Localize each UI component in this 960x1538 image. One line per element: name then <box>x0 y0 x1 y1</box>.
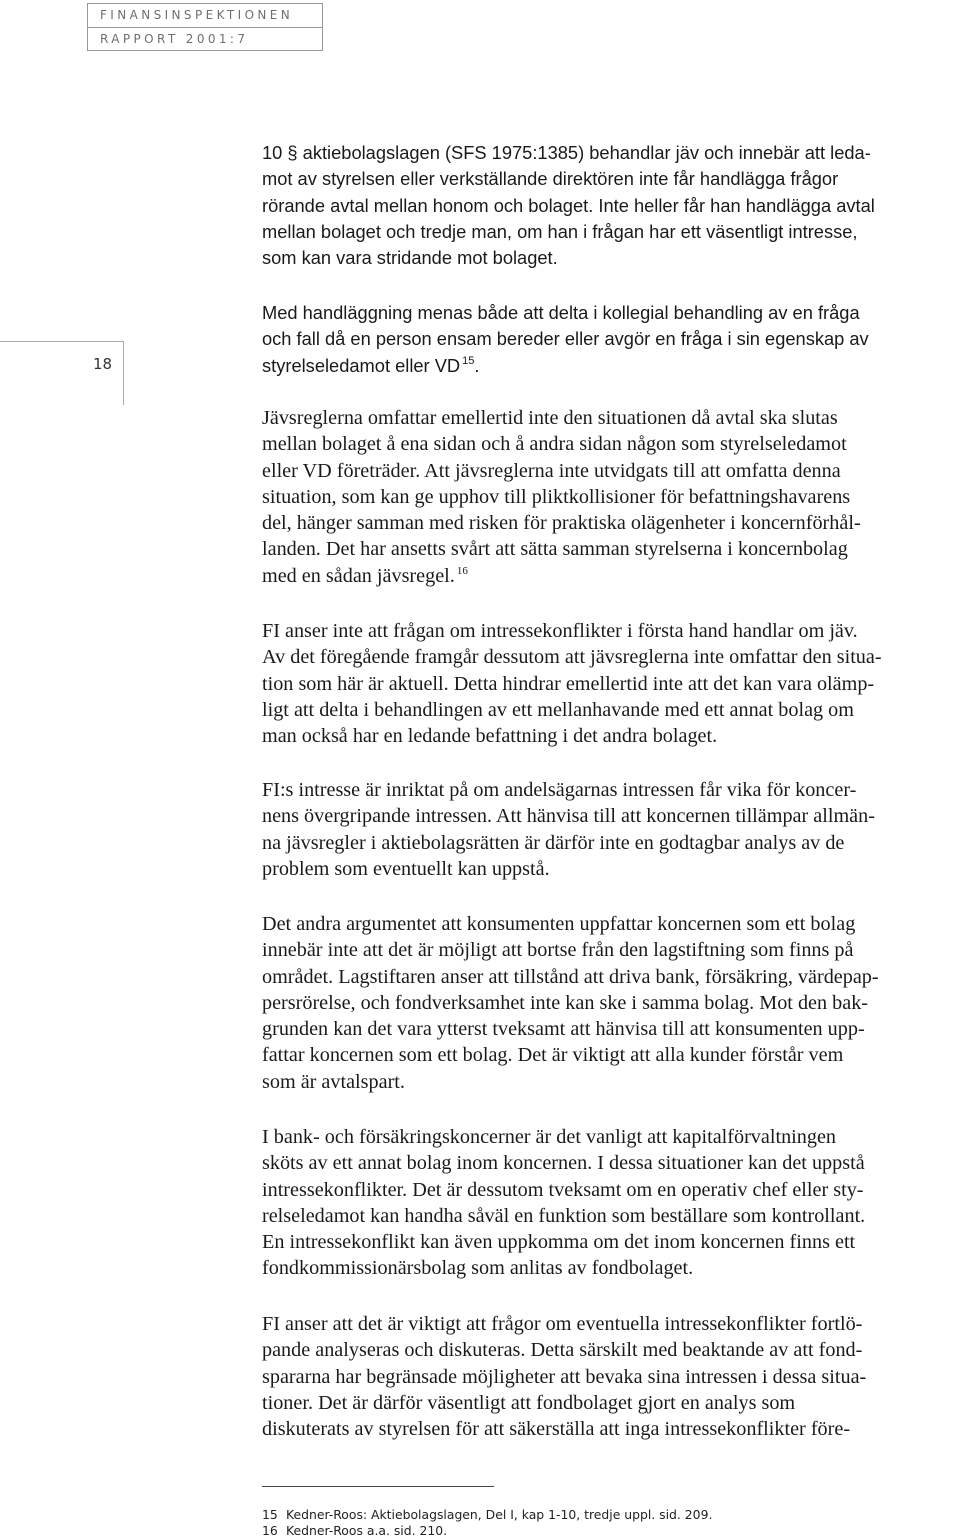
text-line: eller VD företräder. Att jävsreglerna inte utvidgats till att omfatta denna <box>262 459 841 482</box>
text-line: grunden kan det vara ytterst tveksamt att hänvisa till att konsumenten upp- <box>262 1018 865 1041</box>
text-line: som är avtalspart. <box>262 1070 405 1093</box>
text-line: situation, som kan ge upphov till pliktkollisioner för befattningshavarens <box>262 485 851 508</box>
margin-vertical-rule <box>123 341 124 405</box>
text-line: nens övergripande intressen. Att hänvisa till att koncernen tillämpar allmän- <box>262 805 875 828</box>
text-line: En intressekonflikt kan även uppkomma om det inom koncernen finns ett <box>262 1231 856 1254</box>
text-line: relseledamot kan handha såväl en funktion som beställare som kontrollant. <box>262 1204 866 1227</box>
text-line: mellan bolaget å ena sidan och å andra sidan någon som styrelseledamot <box>262 433 847 456</box>
text-line: med en sådan jävsregel. <box>262 564 455 587</box>
text-line: fattar koncernen som ett bolag. Det är viktigt att alla kunder förstår vem <box>262 1044 844 1067</box>
text-line: FI anser att det är viktigt att frågor om eventuella intressekonflikter fortlö- <box>262 1313 863 1335</box>
footnote-number: 15 <box>262 1507 278 1522</box>
text-line: området. Lagstiftaren anser att tillstånd att driva bank, försäkring, värdepap- <box>262 965 879 988</box>
text-line: Med handläggning menas både att delta i kollegial behandling av en fråga <box>262 302 860 323</box>
footnote-16 <box>262 1523 447 1538</box>
text-line: FI anser inte att frågan om intressekonflikter i första hand handlar om jäv. <box>262 620 858 642</box>
text-line: som kan vara stridande mot bolaget. <box>262 247 558 269</box>
header-report-number: RAPPORT 2001:7 <box>100 32 249 46</box>
text-line: styrelseledamot eller VD <box>262 354 461 376</box>
header-publisher: FINANSINSPEKTIONEN <box>100 8 294 22</box>
text-line: landen. Det har ansetts svårt att sätta samman styrelserna i koncernbolag <box>262 538 848 561</box>
paragraph-3 <box>262 405 952 589</box>
margin-rule <box>0 341 123 342</box>
header-divider <box>88 27 322 28</box>
text-line: innebär inte att det är möjligt att bortse från den lagstiftning som finns på <box>262 939 854 962</box>
page-number: 18 <box>93 355 113 373</box>
text-line: Av det föregående framgår dessutom att jävsreglerna inte omfattar den situa- <box>262 646 882 669</box>
text-line: I bank- och försäkringskoncerner är det vanligt att kapitalförvaltningen <box>262 1126 837 1148</box>
text-line: spararna har begränsade möjligheter att bevaka sina intressen i dessa situa- <box>262 1365 867 1388</box>
footnote-ref-15[interactable]: 15 <box>462 354 475 367</box>
text-line: FI:s intresse är inriktat på om andelsägarnas intressen får vika för koncer- <box>262 779 857 801</box>
text-line: rörande avtal mellan honom och bolaget. Inte heller får han handlägga avtal <box>262 194 875 216</box>
footnote-ref-16[interactable]: 16 <box>456 564 468 577</box>
footnote-text: Kedner-Roos a.a. sid. 210. <box>286 1523 448 1538</box>
paragraph-7 <box>262 1124 952 1282</box>
footnote-number: 16 <box>262 1523 278 1538</box>
footnote-text: Kedner-Roos: Aktiebolagslagen, Del I, kap 1-10, tredje uppl. sid. 209. <box>286 1507 713 1522</box>
running-header <box>87 3 323 51</box>
text-line: sköts av ett annat bolag inom koncernen. I dessa situationer kan det uppstå <box>262 1152 865 1175</box>
line-tail: . <box>474 354 480 376</box>
paragraph-8 <box>262 1311 952 1442</box>
text-line: tioner. Det är därför väsentligt att fondbolaget gjort en analys som <box>262 1391 796 1414</box>
text-line: del, hänger samman med risken för praktiska olägenheter i koncernförhål- <box>262 512 861 535</box>
text-line-with-footnote <box>262 563 952 589</box>
text-line: mellan bolaget och tredje man, om han i frågan har ett väsentligt intresse, <box>262 220 858 242</box>
text-line: ligt att delta i behandlingen av ett mellanhavande med ett annat bolag om <box>262 698 854 721</box>
text-line: fondkommissionärsbolag som anlitas av fondbolaget. <box>262 1257 694 1280</box>
text-line: na jävsregler i aktiebolagsrätten är därför inte en godtagbar analys av de <box>262 831 845 854</box>
paragraph-1 <box>262 140 952 271</box>
text-line: tion som här är aktuell. Detta hindrar emellertid inte att det kan vara olämp- <box>262 672 875 695</box>
text-line: och fall då en person ensam bereder eller avgör en fråga i sin egenskap av <box>262 328 869 350</box>
text-line: persrörelse, och fondverksamhet inte kan ske i samma bolag. Mot den bak- <box>262 991 869 1014</box>
paragraph-2 <box>262 300 952 379</box>
text-line: intressekonflikter. Det är dessutom tveksamt om en operativ chef eller sty- <box>262 1178 864 1201</box>
text-line: diskuterats av styrelsen för att säkerställa att inga intressekonflikter före- <box>262 1418 851 1441</box>
text-line: man också har en ledande befattning i det andra bolaget. <box>262 725 718 748</box>
paragraph-5 <box>262 777 952 882</box>
text-line: pande analyseras och diskuteras. Detta särskilt med beaktande av att fond- <box>262 1339 863 1362</box>
paragraph-6 <box>262 911 952 1095</box>
footnote-rule <box>262 1486 494 1487</box>
text-line: 10 § aktiebolagslagen (SFS 1975:1385) behandlar jäv och innebär att leda- <box>262 142 871 163</box>
text-line-with-footnote <box>262 353 952 379</box>
text-line: Jävsreglerna omfattar emellertid inte den situationen då avtal ska slutas <box>262 407 838 429</box>
text-line: problem som eventuellt kan uppstå. <box>262 857 550 880</box>
footnote-15 <box>262 1507 712 1522</box>
text-line: mot av styrelsen eller verkställande direktören inte får handlägga frågor <box>262 168 839 190</box>
paragraph-4 <box>262 618 952 749</box>
text-line: Det andra argumentet att konsumenten uppfattar koncernen som ett bolag <box>262 913 856 935</box>
